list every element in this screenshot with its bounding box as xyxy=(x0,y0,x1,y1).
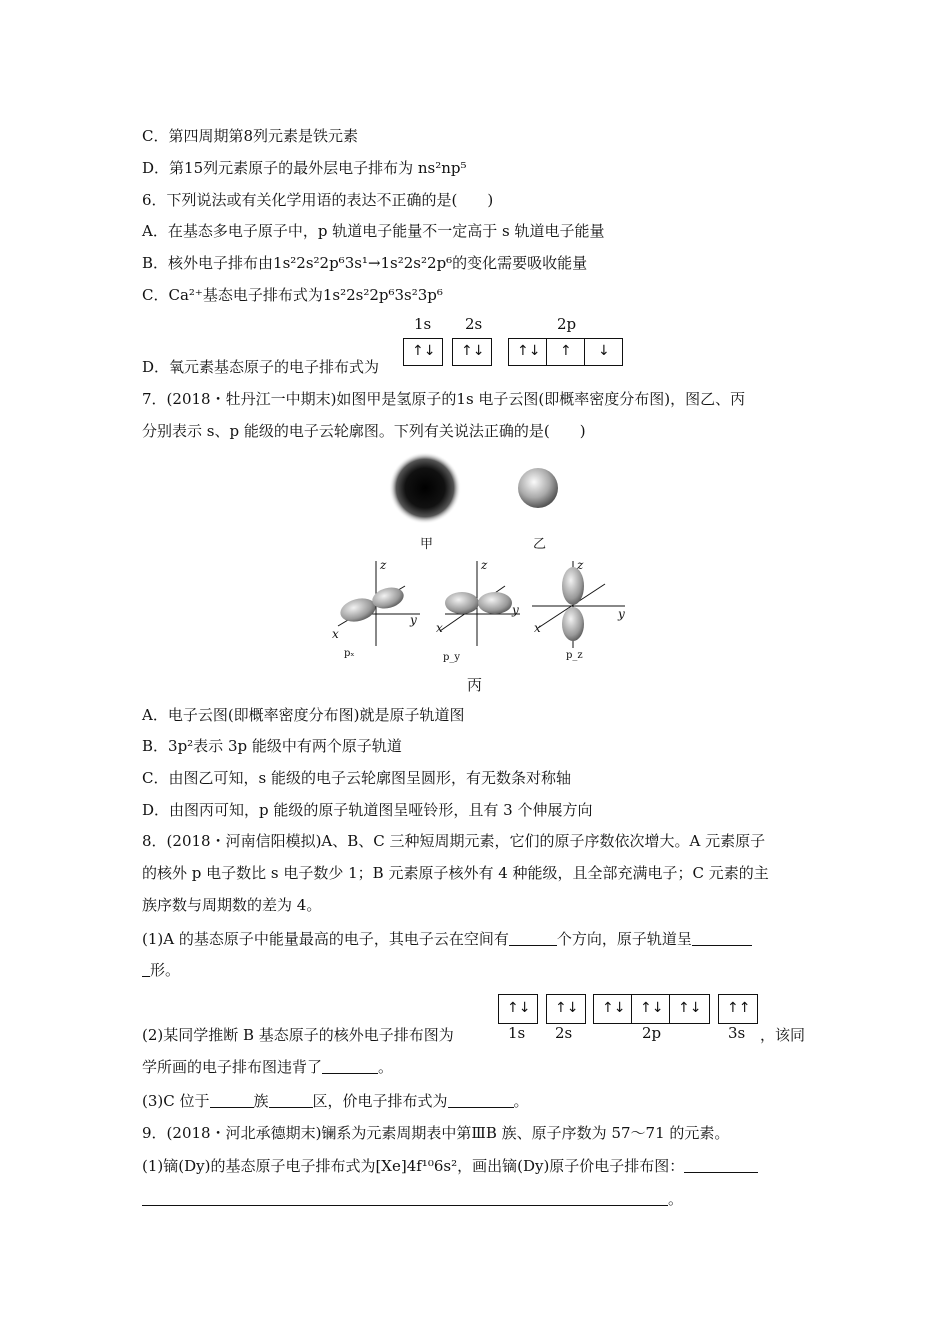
orbital-box-1s: ↑↓ xyxy=(498,994,538,1024)
orbital-label-1s: 1s xyxy=(414,315,432,333)
px-label: pₓ xyxy=(344,648,355,659)
question-8-part2-cont: 学所画的电子排布图违背了 。 xyxy=(142,1058,394,1076)
option-b-q6: B．核外电子排布由1s²2s²2p⁶3s¹→1s²2s²2p⁶的变化需要吸收能量 xyxy=(142,254,588,272)
question-8-part1-cont: 形。 xyxy=(142,959,180,981)
question-9-part1-cont: 。 xyxy=(142,1188,683,1210)
orbital-box-2s xyxy=(452,338,492,366)
question-8-line2: 的核外 p 电子数比 s 电子数少 1；B 元素原子核外有 4 种能级，且全部充满电子；C 元素的主 xyxy=(142,864,769,882)
orbital-label-2p: 2p xyxy=(557,315,577,333)
orbital-label-2p: 2p xyxy=(642,1024,662,1042)
question-9: 9．(2018・河北承德期末)镧系为元素周期表中第ⅢB 族、原子序数为 57～71 的元素。 xyxy=(142,1124,730,1142)
py-label: p_y xyxy=(443,652,461,663)
answer-blank[interactable] xyxy=(448,1093,514,1108)
px-orbital xyxy=(332,558,420,659)
option-c-q6: C．Ca²⁺基态电子排布式为1s²2s²2p⁶3s²3p⁶ xyxy=(142,286,443,304)
question-9-part1: (1)镝(Dy)的基态原子电子排布式为[Xe]4f¹⁰6s²，画出镝(Dy)原子价电子排布图： xyxy=(142,1155,758,1177)
option-c-q7: C．由图乙可知，s 能级的电子云轮廓图呈圆形，有无数条对称轴 xyxy=(142,769,571,787)
hydrogen-1s-electron-cloud xyxy=(389,452,461,524)
option-a-q6: A．在基态多电子原子中，p 轨道电子能量不一定高于 s 轨道电子能量 xyxy=(142,222,605,240)
option-b-q7: B．3p²表示 3p 能级中有两个原子轨道 xyxy=(142,737,402,755)
axis-y-label: y xyxy=(410,613,417,627)
answer-blank[interactable] xyxy=(692,931,752,946)
option-a-q7: A．电子云图(即概率密度分布图)就是原子轨道图 xyxy=(142,706,465,724)
svg-text:z: z xyxy=(577,558,584,572)
question-8-part1: (1)A 的基态原子中能量最高的电子，其电子云在空间有 个方向，原子轨道呈 xyxy=(142,928,752,950)
answer-blank[interactable] xyxy=(684,1158,758,1173)
py-orbital xyxy=(436,558,520,663)
electron-pair: ↑↓ xyxy=(461,343,485,359)
answer-blank[interactable] xyxy=(142,962,150,977)
question-7-line1: 7．(2018・牡丹江一中期末)如图甲是氢原子的1s 电子云图(即概率密度分布图)，图乙、丙 xyxy=(142,390,746,408)
pz-label: p_z xyxy=(566,650,583,661)
question-8-part2-tail: ，该同 xyxy=(760,1026,806,1044)
option-d-q7: D．由图丙可知，p 能级的原子轨道图呈哑铃形，且有 3 个伸展方向 xyxy=(142,801,593,819)
axis-z-label: z xyxy=(380,558,387,572)
pz-orbital xyxy=(532,558,625,661)
option-c-q5: C．第四周期第8列元素是铁元素 xyxy=(142,127,359,145)
orbital-box-3s: ↑↑ xyxy=(718,994,758,1024)
question-8-line1: 8．(2018・河南信阳模拟)A、B、C 三种短周期元素，它们的原子序数依次增大。A 元素原子 xyxy=(142,832,766,850)
p-orbital-figures xyxy=(320,556,630,666)
orbital-label-3s: 3s xyxy=(728,1024,746,1042)
orbital-label-2s: 2s xyxy=(465,315,483,333)
question-8-part3: (3)C 位于 族 区，价电子排布式为 。 xyxy=(142,1092,529,1110)
question-8-part2: (2)某同学推断 B 基态原子的核外电子排布图为 xyxy=(142,1026,454,1044)
svg-text:y: y xyxy=(618,607,625,621)
option-d-q6: D．氧元素基态原子的电子排布式为 xyxy=(142,358,380,376)
electron-pair: ↑↓ xyxy=(412,343,436,359)
electron-cloud-figures xyxy=(380,450,580,560)
s-orbital-sphere xyxy=(518,468,558,508)
answer-blank[interactable] xyxy=(509,931,557,946)
answer-blank[interactable] xyxy=(210,1093,254,1108)
svg-text:x: x xyxy=(534,621,541,635)
orbital-box-2s: ↑↓ xyxy=(546,994,586,1024)
answer-blank[interactable] xyxy=(142,1191,668,1206)
axis-x-label: x xyxy=(332,627,339,641)
orbital-box-1s xyxy=(403,338,443,366)
option-d-q5: D．第15列元素原子的最外层电子排布为 ns²np⁵ xyxy=(142,159,467,177)
orbital-box-2p xyxy=(508,338,623,366)
answer-blank[interactable] xyxy=(322,1059,378,1074)
orbital-cell: ↓ xyxy=(598,343,610,359)
caption-yi: 乙 xyxy=(533,537,547,552)
answer-blank[interactable] xyxy=(269,1093,313,1108)
question-8-line3: 族序数与周期数的差为 4。 xyxy=(142,896,322,914)
question-7-line2: 分别表示 s、p 能级的电子云轮廓图。下列有关说法正确的是( ) xyxy=(142,422,586,440)
orbital-box-2p: ↑↓ ↑↓ ↑↓ xyxy=(593,994,710,1024)
orbital-cell: ↑ xyxy=(547,339,585,365)
svg-text:z: z xyxy=(481,558,488,572)
svg-text:y: y xyxy=(512,603,519,617)
caption-bing: 丙 xyxy=(467,676,483,694)
caption-jia: 甲 xyxy=(420,537,434,552)
orbital-label-2s: 2s xyxy=(555,1024,573,1042)
orbital-cell: ↑↓ xyxy=(509,339,547,365)
orbital-label-1s: 1s xyxy=(508,1024,526,1042)
question-6: 6．下列说法或有关化学用语的表达不正确的是( ) xyxy=(142,191,494,209)
svg-text:x: x xyxy=(436,621,443,635)
